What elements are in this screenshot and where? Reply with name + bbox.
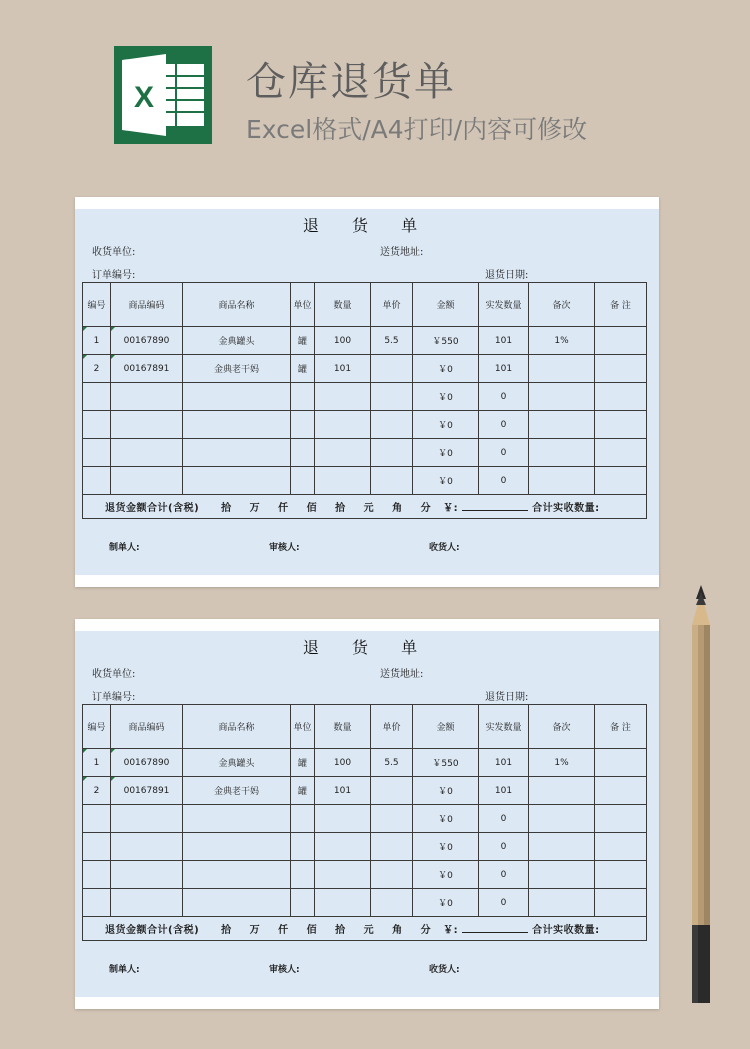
table-cell[interactable] <box>529 777 595 805</box>
total-unit: 仟 <box>278 503 289 514</box>
column-header: 单价 <box>371 283 413 327</box>
table-cell[interactable]: 金典罐头 <box>183 749 291 777</box>
table-cell[interactable] <box>291 833 315 861</box>
table-cell[interactable] <box>529 383 595 411</box>
reviewer-label: 审核人: <box>269 965 300 975</box>
table-header-row <box>83 705 647 749</box>
return-date-label: 退货日期: <box>485 270 529 281</box>
table-cell[interactable]: ￥0 <box>413 889 479 917</box>
total-unit: 元 <box>363 925 375 936</box>
table-cell[interactable]: ￥0 <box>413 383 479 411</box>
pencil-icon <box>690 585 712 1005</box>
table-row <box>83 383 647 411</box>
table-cell[interactable]: ￥0 <box>413 467 479 495</box>
table-cell[interactable] <box>291 889 315 917</box>
table-cell[interactable] <box>315 383 371 411</box>
table-cell[interactable] <box>315 861 371 889</box>
table-row <box>83 355 647 383</box>
receiver-label: 收货人: <box>429 965 460 975</box>
total-unit: 万 <box>249 925 261 936</box>
table-cell[interactable] <box>111 833 183 861</box>
table-cell[interactable]: 101 <box>479 327 529 355</box>
column-header: 编号 <box>83 705 111 749</box>
table-cell[interactable]: 101 <box>315 355 371 383</box>
table-row <box>83 327 647 355</box>
table-cell[interactable] <box>83 833 111 861</box>
table-cell[interactable] <box>291 861 315 889</box>
table-cell[interactable] <box>529 467 595 495</box>
delivery-address-label: 送货地址: <box>380 247 424 258</box>
table-cell[interactable] <box>595 805 647 833</box>
total-unit: 拾 <box>221 925 232 936</box>
table-cell[interactable] <box>291 439 315 467</box>
table-cell[interactable]: 00167890 <box>111 327 183 355</box>
table-cell[interactable]: 101 <box>315 777 371 805</box>
table-cell[interactable] <box>111 889 183 917</box>
table-cell[interactable] <box>595 861 647 889</box>
table-row <box>83 467 647 495</box>
table-cell[interactable] <box>83 439 111 467</box>
column-header: 金额 <box>413 283 479 327</box>
return-items-table <box>82 282 647 519</box>
column-header: 数量 <box>315 705 371 749</box>
table-cell[interactable]: ￥550 <box>413 327 479 355</box>
table-cell[interactable] <box>595 833 647 861</box>
total-qty-label: 合计实收数量: <box>532 925 600 936</box>
table-cell[interactable]: 0 <box>479 467 529 495</box>
column-header: 备次 <box>529 283 595 327</box>
table-cell[interactable]: 0 <box>479 861 529 889</box>
total-unit: 角 <box>392 503 403 514</box>
table-cell[interactable] <box>371 777 413 805</box>
table-cell[interactable] <box>529 861 595 889</box>
total-amount-blank[interactable] <box>462 502 528 511</box>
excel-icon-letter: X <box>133 81 155 114</box>
table-cell[interactable] <box>83 805 111 833</box>
table-cell[interactable]: 0 <box>479 805 529 833</box>
table-cell[interactable]: 0 <box>479 411 529 439</box>
total-cell <box>83 917 647 941</box>
table-cell[interactable]: 00167891 <box>111 777 183 805</box>
table-cell[interactable] <box>595 889 647 917</box>
excel-icon <box>114 46 212 144</box>
column-header: 单位 <box>291 705 315 749</box>
column-header: 金额 <box>413 705 479 749</box>
total-unit: 拾 <box>335 925 346 936</box>
table-cell[interactable] <box>183 833 291 861</box>
table-cell[interactable] <box>83 861 111 889</box>
return-form-sheet-1 <box>75 197 659 587</box>
table-cell[interactable] <box>371 889 413 917</box>
table-cell[interactable] <box>371 411 413 439</box>
table-cell[interactable] <box>529 889 595 917</box>
order-number-label: 订单编号: <box>92 270 136 281</box>
table-cell[interactable] <box>315 833 371 861</box>
page-title: 仓库退货单 <box>246 59 456 105</box>
table-cell[interactable]: 5.5 <box>371 749 413 777</box>
table-cell[interactable]: 2 <box>83 777 111 805</box>
total-amount-blank[interactable] <box>462 924 528 933</box>
table-cell[interactable]: ￥0 <box>413 777 479 805</box>
table-cell[interactable] <box>529 805 595 833</box>
column-header: 商品编码 <box>111 283 183 327</box>
total-unit: 角 <box>392 925 403 936</box>
total-unit: 分 <box>420 503 432 514</box>
table-row <box>83 833 647 861</box>
table-row <box>83 805 647 833</box>
table-cell[interactable] <box>111 861 183 889</box>
table-cell[interactable]: 金典老干妈 <box>183 355 291 383</box>
table-cell[interactable]: 0 <box>479 383 529 411</box>
table-cell[interactable]: 罐 <box>291 777 315 805</box>
order-number-label: 订单编号: <box>92 692 136 703</box>
column-header: 备 注 <box>595 705 647 749</box>
maker-label: 制单人: <box>109 543 140 553</box>
table-cell[interactable] <box>595 383 647 411</box>
table-cell[interactable]: 1% <box>529 749 595 777</box>
table-cell[interactable]: ￥0 <box>413 805 479 833</box>
table-cell[interactable] <box>111 383 183 411</box>
column-header: 商品名称 <box>183 283 291 327</box>
reviewer-label: 审核人: <box>269 543 300 553</box>
table-cell[interactable] <box>183 411 291 439</box>
table-cell[interactable]: 100 <box>315 327 371 355</box>
table-cell[interactable] <box>315 467 371 495</box>
table-cell[interactable] <box>529 411 595 439</box>
column-header: 编号 <box>83 283 111 327</box>
table-cell[interactable] <box>529 833 595 861</box>
table-cell[interactable]: 1 <box>83 749 111 777</box>
table-cell[interactable] <box>595 749 647 777</box>
maker-label: 制单人: <box>109 965 140 975</box>
table-cell[interactable] <box>111 411 183 439</box>
total-unit: 元 <box>363 503 375 514</box>
table-cell[interactable]: 0 <box>479 833 529 861</box>
page-subtitle: Excel格式/A4打印/内容可修改 <box>246 115 588 144</box>
table-cell[interactable]: 100 <box>315 749 371 777</box>
table-cell[interactable] <box>529 355 595 383</box>
total-unit: 仟 <box>278 925 289 936</box>
total-amount-label: 退货金额合计(含税) <box>105 503 200 514</box>
table-cell[interactable] <box>595 327 647 355</box>
table-cell[interactable]: 金典老干妈 <box>183 777 291 805</box>
table-cell[interactable] <box>183 383 291 411</box>
table-cell[interactable] <box>371 383 413 411</box>
table-cell[interactable] <box>291 411 315 439</box>
table-cell[interactable]: 罐 <box>291 749 315 777</box>
table-cell[interactable] <box>371 833 413 861</box>
receiver-unit-label: 收货单位: <box>92 669 136 680</box>
total-unit: 万 <box>249 503 261 514</box>
table-cell[interactable] <box>315 805 371 833</box>
total-amount-label: 退货金额合计(含税) <box>105 925 200 936</box>
total-qty-label: 合计实收数量: <box>532 503 600 514</box>
table-cell[interactable] <box>371 355 413 383</box>
table-row <box>83 749 647 777</box>
column-header: 单价 <box>371 705 413 749</box>
table-cell[interactable]: ￥550 <box>413 749 479 777</box>
column-header: 商品编码 <box>111 705 183 749</box>
table-cell[interactable] <box>83 383 111 411</box>
table-cell[interactable]: 罐 <box>291 355 315 383</box>
return-date-label: 退货日期: <box>485 692 529 703</box>
table-cell[interactable] <box>83 467 111 495</box>
table-cell[interactable]: ￥0 <box>413 833 479 861</box>
table-cell[interactable] <box>595 411 647 439</box>
table-cell[interactable] <box>111 439 183 467</box>
table-cell[interactable]: 1 <box>83 327 111 355</box>
total-row <box>83 495 647 519</box>
total-unit: 佰 <box>306 503 318 514</box>
table-cell[interactable] <box>111 805 183 833</box>
table-row <box>83 777 647 805</box>
column-header: 实发数量 <box>479 283 529 327</box>
table-cell[interactable] <box>183 861 291 889</box>
table-cell[interactable] <box>595 467 647 495</box>
table-cell[interactable] <box>315 411 371 439</box>
column-header: 备次 <box>529 705 595 749</box>
table-cell[interactable] <box>595 355 647 383</box>
receiver-unit-label: 收货单位: <box>92 247 136 258</box>
table-cell[interactable]: 1% <box>529 327 595 355</box>
table-cell[interactable]: 101 <box>479 777 529 805</box>
table-cell[interactable]: 5.5 <box>371 327 413 355</box>
table-cell[interactable]: 00167891 <box>111 355 183 383</box>
table-cell[interactable]: ￥0 <box>413 411 479 439</box>
total-currency: ￥: <box>443 925 459 936</box>
table-cell[interactable] <box>291 467 315 495</box>
column-header: 备 注 <box>595 283 647 327</box>
table-header-row <box>83 283 647 327</box>
table-cell[interactable] <box>371 861 413 889</box>
column-header: 商品名称 <box>183 705 291 749</box>
return-form-sheet-2 <box>75 619 659 1009</box>
table-cell[interactable] <box>371 439 413 467</box>
table-row <box>83 411 647 439</box>
delivery-address-label: 送货地址: <box>380 669 424 680</box>
table-cell[interactable]: 2 <box>83 355 111 383</box>
table-cell[interactable]: ￥0 <box>413 439 479 467</box>
table-cell[interactable]: ￥0 <box>413 355 479 383</box>
total-row <box>83 917 647 941</box>
table-cell[interactable] <box>183 889 291 917</box>
column-header: 实发数量 <box>479 705 529 749</box>
table-cell[interactable]: 0 <box>479 889 529 917</box>
total-unit: 佰 <box>306 925 318 936</box>
table-cell[interactable] <box>595 777 647 805</box>
total-cell <box>83 495 647 519</box>
table-row <box>83 861 647 889</box>
table-cell[interactable] <box>291 805 315 833</box>
table-cell[interactable] <box>371 467 413 495</box>
table-cell[interactable]: 00167890 <box>111 749 183 777</box>
column-header: 单位 <box>291 283 315 327</box>
table-cell[interactable]: 101 <box>479 749 529 777</box>
table-cell[interactable] <box>83 411 111 439</box>
table-cell[interactable] <box>529 439 595 467</box>
receiver-label: 收货人: <box>429 543 460 553</box>
total-unit: 拾 <box>221 503 232 514</box>
total-currency: ￥: <box>443 503 459 514</box>
total-unit: 拾 <box>335 503 346 514</box>
total-unit: 分 <box>420 925 432 936</box>
table-cell[interactable] <box>291 383 315 411</box>
table-cell[interactable]: ￥0 <box>413 861 479 889</box>
form-title: 退 货 单 <box>302 216 432 235</box>
table-cell[interactable] <box>595 439 647 467</box>
return-items-table <box>82 704 647 941</box>
table-cell[interactable]: 罐 <box>291 327 315 355</box>
table-cell[interactable] <box>183 805 291 833</box>
table-row <box>83 439 647 467</box>
column-header: 数量 <box>315 283 371 327</box>
table-cell[interactable]: 金典罐头 <box>183 327 291 355</box>
table-cell[interactable] <box>315 439 371 467</box>
table-cell[interactable] <box>183 439 291 467</box>
table-cell[interactable] <box>371 805 413 833</box>
table-row <box>83 889 647 917</box>
table-cell[interactable] <box>111 467 183 495</box>
table-cell[interactable] <box>83 889 111 917</box>
table-cell[interactable] <box>315 889 371 917</box>
table-cell[interactable]: 0 <box>479 439 529 467</box>
table-cell[interactable] <box>183 467 291 495</box>
form-title: 退 货 单 <box>302 638 432 657</box>
table-cell[interactable]: 101 <box>479 355 529 383</box>
